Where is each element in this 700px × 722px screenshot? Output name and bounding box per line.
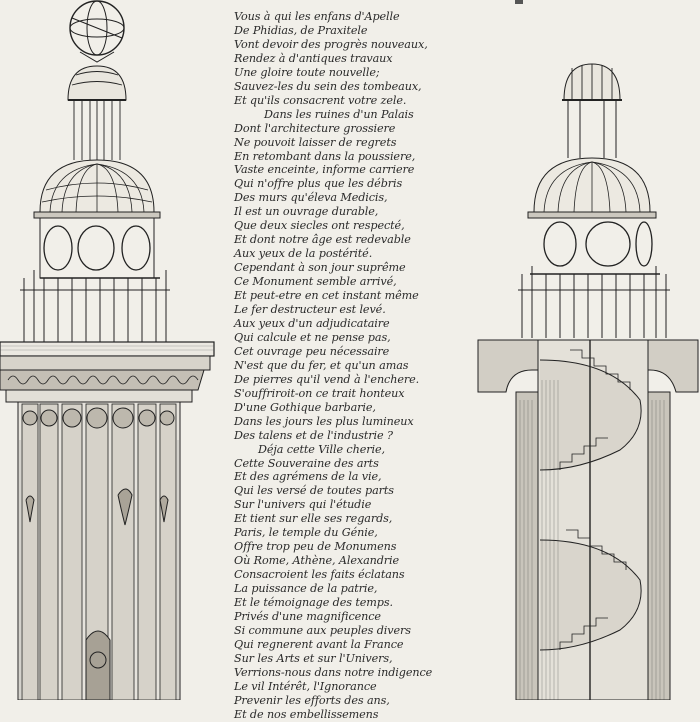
poem-line: Verrions-nous dans notre indigence xyxy=(234,665,433,679)
poem-line: Et des agrémens de la vie, xyxy=(234,470,382,484)
poem-line: Et tient sur elle ses regards, xyxy=(234,512,393,526)
poem-line: Vaste enceinte, informe carriere xyxy=(234,163,415,177)
poem-line: Sur les Arts et sur l'Univers, xyxy=(234,651,393,665)
poem-line: Vont devoir des progrès nouveaux, xyxy=(234,37,428,51)
poem-line: Consacroient les faits éclatans xyxy=(234,568,405,582)
poem-line: S'ouffriroit-on ce trait honteux xyxy=(234,386,405,400)
poem-line: N'est que du fer, et qu'un amas xyxy=(234,358,409,372)
poem-line: Dont l'architecture grossiere xyxy=(234,121,396,135)
poem-line: Aux yeux de la postérité. xyxy=(234,247,373,261)
poem-line: En retombant dans la poussiere, xyxy=(234,149,416,163)
poem-line: Privés d'une magnificence xyxy=(234,609,381,623)
poem-line: La puissance de la patrie, xyxy=(234,582,378,596)
poem-line: Cependant à son jour suprême xyxy=(234,261,406,275)
poem-text xyxy=(234,10,444,722)
poem-line: Qui n'offre plus que les débris xyxy=(234,177,403,191)
poem-line: Il est un ouvrage durable, xyxy=(234,205,379,219)
poem-line: Ne pouvoit laisser de regrets xyxy=(234,135,397,149)
poem-line: Cette Souveraine des arts xyxy=(234,456,379,470)
poem-line: Le vil Intérêt, l'Ignorance xyxy=(234,679,377,693)
poem-line: Ce Monument semble arrivé, xyxy=(234,275,397,289)
poem-line: Et dont notre âge est redevable xyxy=(234,233,411,247)
poem-line: Déja cette Ville cherie, xyxy=(258,442,385,456)
poem-line: Qui calcule et ne pense pas, xyxy=(234,330,391,344)
column-exterior-engraving xyxy=(0,0,220,700)
poem-line: Le fer destructeur est levé. xyxy=(234,303,386,317)
poem-line: Que deux siecles ont respecté, xyxy=(234,219,405,233)
poem-line: Vous à qui les enfans d'Apelle xyxy=(234,10,400,23)
poem-line: D'une Gothique barbarie, xyxy=(234,400,376,414)
poem-line: Aux yeux d'un adjudicataire xyxy=(234,316,390,330)
poem-line: Prevenir les efforts des ans, xyxy=(234,693,390,707)
poem-line: De pierres qu'il vend à l'enchere. xyxy=(234,372,420,386)
poem-line: Paris, le temple du Génie, xyxy=(234,526,378,540)
poem-line: De Phidias, de Praxitele xyxy=(234,23,368,37)
poem-line: Sur l'univers qui l'étudie xyxy=(234,498,372,512)
poem-line: Et de nos embellissemens xyxy=(234,707,379,721)
poem-line: Offre trop peu de Monumens xyxy=(234,540,397,554)
poem-line: Qui regnerent avant la France xyxy=(234,637,404,651)
column-section-engraving xyxy=(470,0,700,700)
poem-line: Dans les jours les plus lumineux xyxy=(234,414,414,428)
poem-line: Sauvez-les du sein des tombeaux, xyxy=(234,79,422,93)
poem-line: Cet ouvrage peu nécessaire xyxy=(234,344,390,358)
poem-line: Qui les versé de toutes parts xyxy=(234,484,394,498)
poem-line: Où Rome, Athène, Alexandrie xyxy=(234,554,400,568)
poem-line: Dans les ruines d'un Palais xyxy=(264,107,414,121)
poem-line: Et peut-etre en cet instant même xyxy=(234,289,419,303)
poem-line: Rendez à d'antiques travaux xyxy=(234,51,393,65)
poem-line: Si commune aux peuples divers xyxy=(234,623,411,637)
poem-line: Et le témoignage des temps. xyxy=(234,596,393,610)
poem-line: Et qu'ils consacrent votre zele. xyxy=(234,93,407,107)
poem-line: Des murs qu'éleva Medicis, xyxy=(234,191,388,205)
poem-line: Des talens et de l'industrie ? xyxy=(234,428,393,442)
poem-line: Une gloire toute nouvelle; xyxy=(234,65,380,79)
